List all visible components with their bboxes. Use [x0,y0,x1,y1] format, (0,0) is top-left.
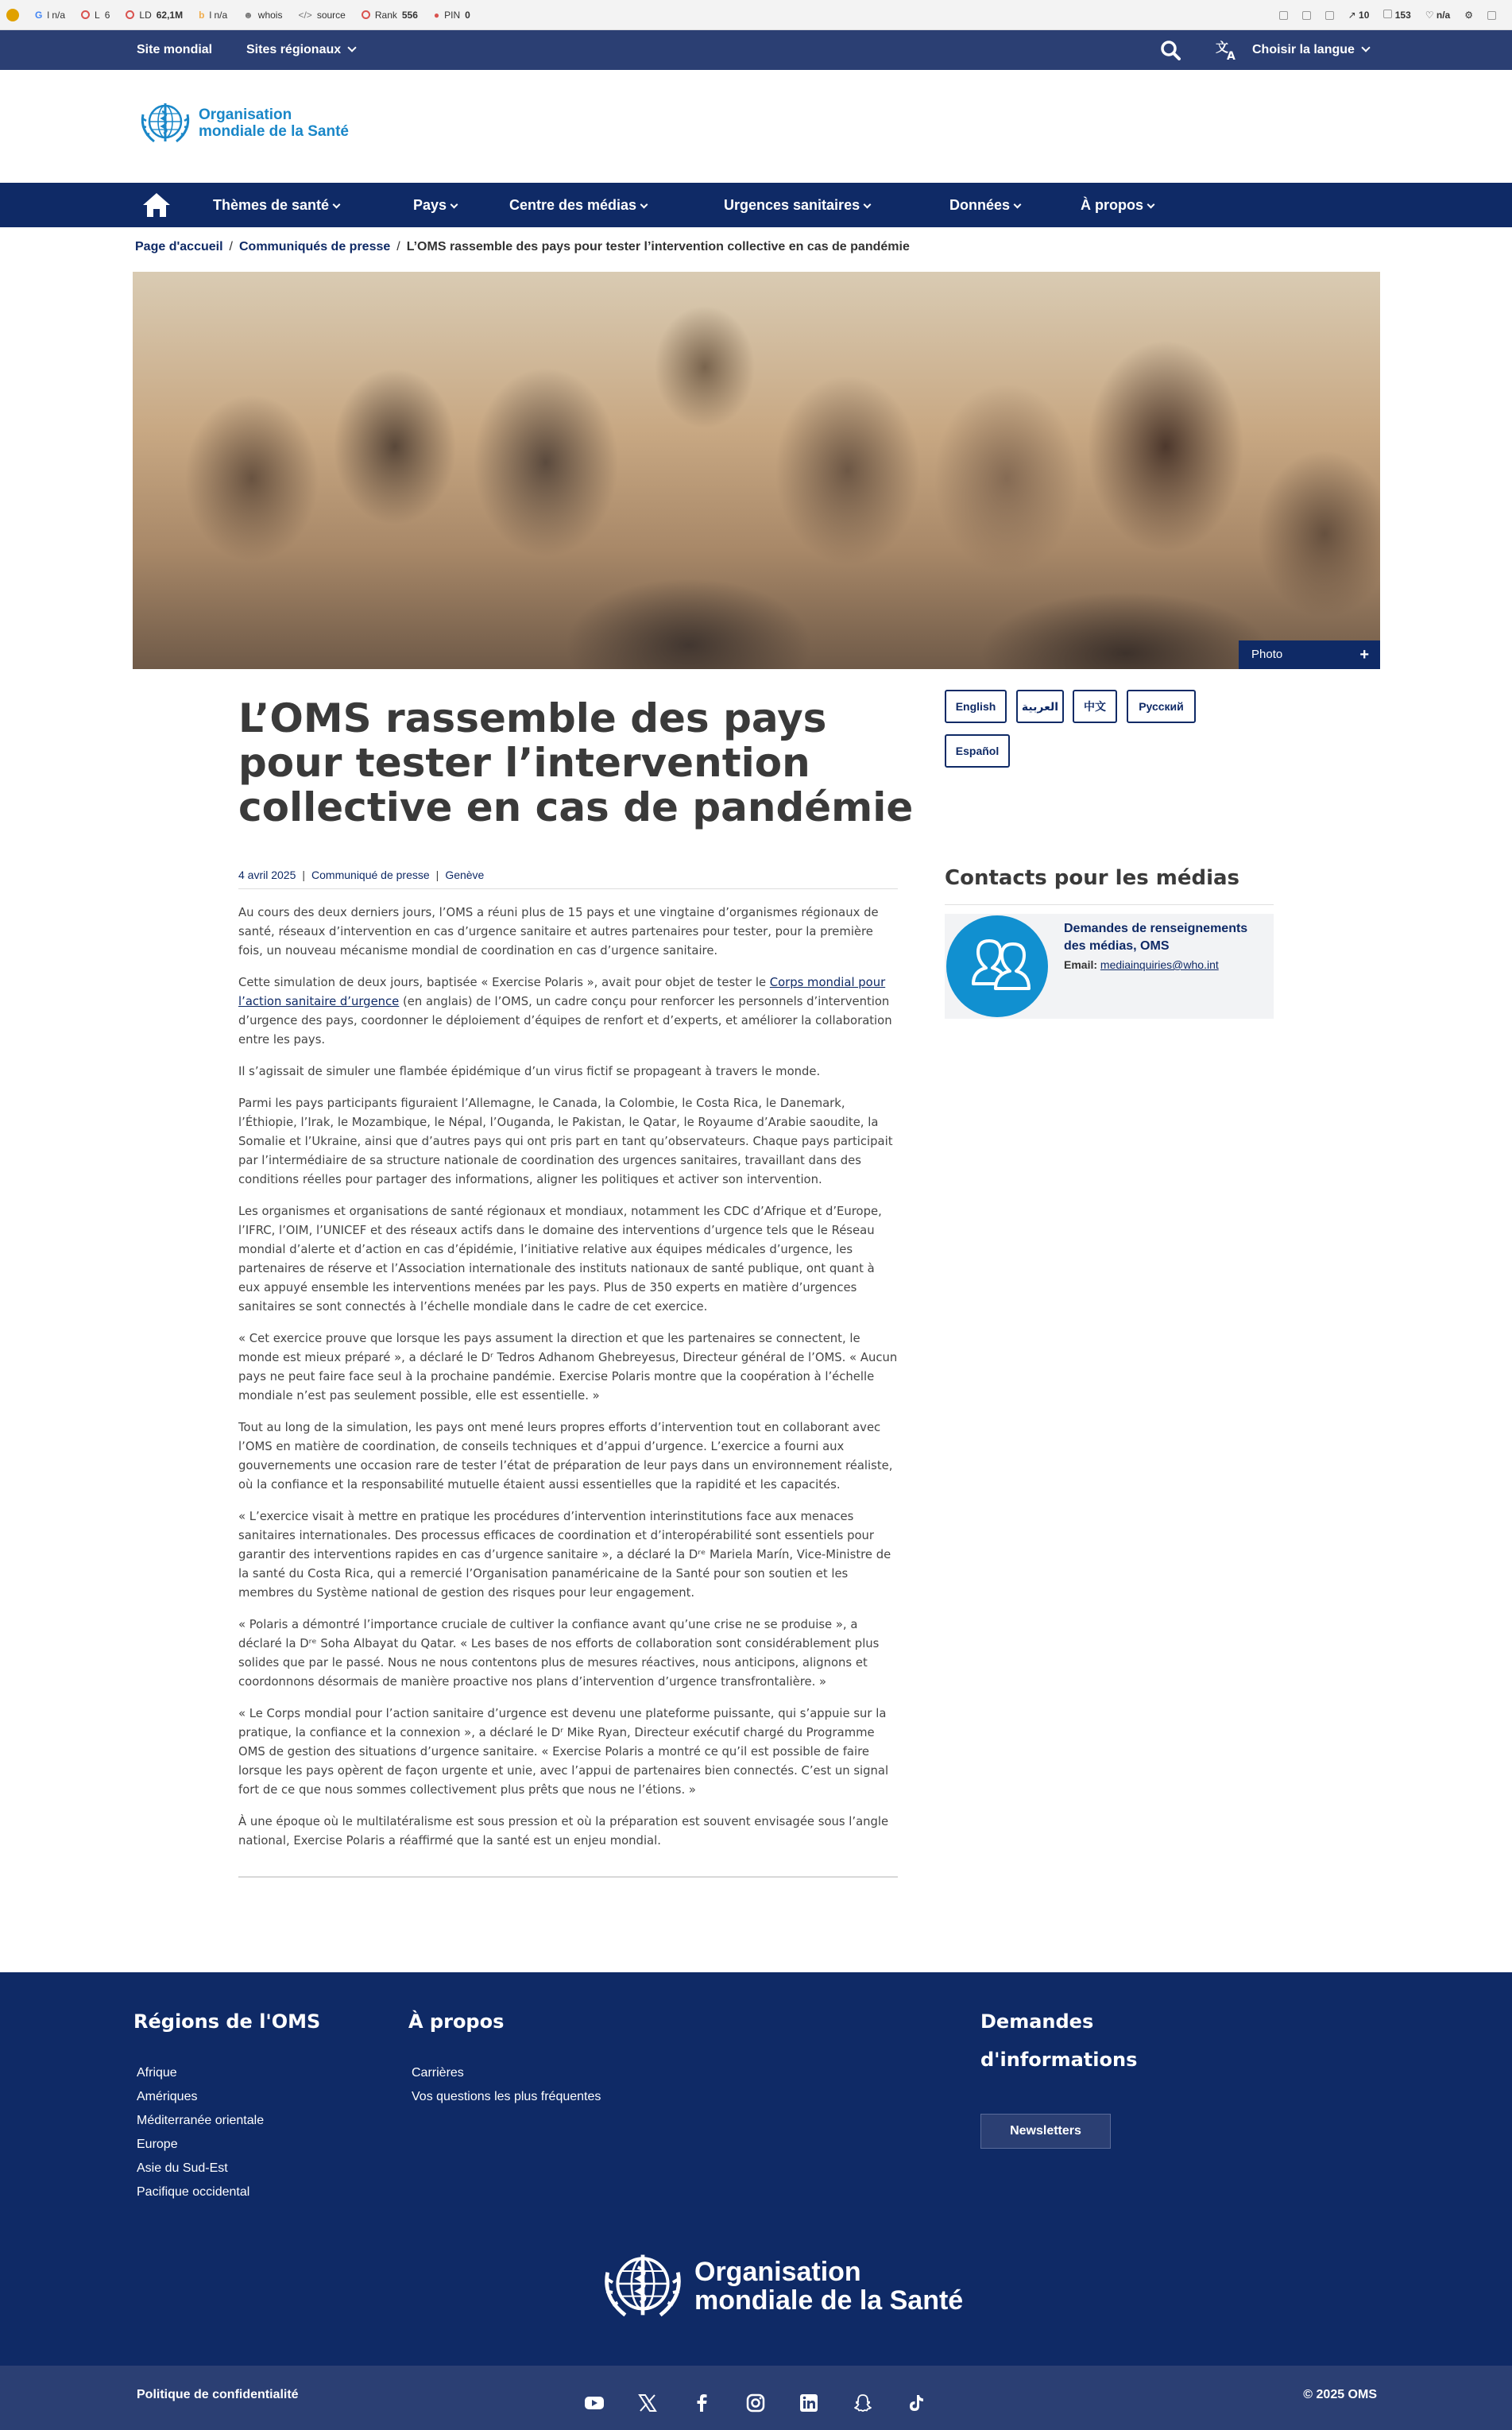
footer-link[interactable]: Amériques [137,2090,198,2103]
instagram-icon[interactable] [745,2393,766,2413]
footer-link[interactable]: Europe [137,2138,178,2151]
search-icon[interactable] [1160,40,1181,60]
likes-count[interactable] [1425,10,1450,21]
nav-item-pays[interactable] [413,183,457,227]
divider [945,904,1274,905]
nav-label: Centre des médias [509,197,637,213]
page-icon[interactable] [1302,11,1311,20]
article-paragraph: Les organismes et organisations de santé régionaux et mondiaux, notamment les CDC d’Afrique et d’Europe, l’IFRC, l’OIM, l’UNICEF et des réseaux actifs dans le domaine des interventions d’urgence tels que le Réseau mondial d’alerte et d’action en cas d’épidémie, l’initiative relative aux équipes médicales d’urgence, les partenaires de réserve et l’Association internationale des instituts nationaux de santé publique, ont quant à eux appuyé ensemble les interventions menées par les pays. Plus de 350 experts en matière d’urgences sanitaires se sont connectés à l’échelle mondiale dans le cadre de cet exercice. [238,1205,882,1314]
seo-value: 10 [1359,10,1370,21]
seo-value: 153 [1394,10,1411,21]
breadcrumb-home[interactable]: Page d'accueil [135,240,223,253]
logo-line-2: mondiale de la Santé [694,2285,964,2316]
who-emblem-icon [138,99,192,148]
seo-label: LD [139,9,152,21]
photo-label: Photo [1251,648,1283,661]
footer-link[interactable]: Vos questions les plus fréquentes [412,2090,601,2103]
footer-requests-title [980,2002,1137,2079]
home-icon[interactable] [141,192,172,219]
seo-item-pin[interactable] [434,10,470,21]
seo-label: PIN [444,9,461,21]
seo-value: 556 [401,9,418,21]
seo-item-bing[interactable] [199,10,227,21]
seo-item-ld[interactable] [126,10,183,21]
footer-link[interactable]: Asie du Sud-Est [137,2161,228,2175]
article-body [238,904,898,1863]
newsletters-button[interactable]: Newsletters [980,2114,1111,2149]
divider [238,1876,898,1878]
breadcrumb-separator: / [396,240,400,253]
footer-about-list [412,2061,601,2109]
seo-value: l n/a [209,9,228,21]
footer-regions-title: Régions de l'OMS [133,2010,321,2033]
footer-link[interactable]: Méditerranée orientale [137,2114,265,2127]
contact-email-row [1064,958,1219,971]
chevron-down-icon [1361,43,1370,52]
breadcrumb [135,240,910,254]
lang-button-chinese[interactable]: 中文 [1073,690,1117,723]
breadcrumb-separator: / [229,240,233,253]
footer-regions-list [137,2061,264,2204]
chevron-down-icon [1014,201,1022,209]
contact-name: Demandes de renseignements des médias, OMS [1064,922,1248,953]
media-contacts-title: Contacts pour les médias [945,866,1239,890]
ld-icon [126,10,134,19]
settings-icon[interactable]: ⚙ [1464,10,1473,21]
avatar [946,915,1048,1017]
who-emblem-icon [599,2247,686,2325]
article-paragraph: Parmi les pays participants figuraient l’Allemagne, le Canada, la Colombie, le Costa Rica, le Danemark, l’Éthiopie, l’Irak, le Mozambique, le Népal, l’Ouganda, le Pakistan, le Qatar, le Royaume d’Arabie saoudite, la Somalie et l’Ukraine, ainsi que d’autres pays qui ont pris part en tant qu’observateurs. Chaque pays participait par l’intermédiaire de sa structure nationale de coordination des urgences sanitaires, travaillant dans des conditions réelles pour partager des informations, aligner les politiques et activer son intervention. [238,1097,893,1186]
whois-icon: ☻ [243,9,253,21]
breadcrumb-press[interactable]: Communiqués de presse [238,240,391,253]
paragraph-text: Cette simulation de deux jours, baptisée « Exercise Polaris », avait pour objet de tester le [238,976,770,989]
tiktok-icon[interactable] [906,2393,926,2413]
source-icon: </> [298,9,312,21]
seo-value: l n/a [47,9,66,21]
seo-value: 0 [465,9,470,21]
article-type: Communiqué de presse [311,869,430,881]
seo-value: whois [257,9,283,21]
link-icon: ↗ [1348,10,1356,21]
nav-label: À propos [1081,197,1143,213]
article-paragraph [238,973,898,1050]
seo-toolbar-right [1279,0,1496,30]
links-count[interactable] [1348,10,1370,21]
requests-title-line: d'informations [980,2049,1138,2071]
seo-value: 62,1M [156,9,184,21]
article-location: Genève [445,869,485,881]
chevron-down-icon [640,201,648,209]
rank-icon [362,10,370,19]
who-logo[interactable] [138,99,349,148]
footer-logo-wordmark [694,2258,963,2315]
meta-separator: | [302,869,306,881]
nav-item-apropos[interactable] [1081,183,1154,227]
utility-bar [0,30,1512,70]
copyright: © 2025 OMS [1303,2388,1377,2401]
snapchat-icon[interactable] [853,2393,873,2413]
close-icon[interactable] [1487,11,1496,20]
svg-text:文: 文 [1216,40,1229,55]
info-icon[interactable] [1279,11,1288,20]
media-contact-card [945,914,1274,1019]
seo-value: n/a [1436,10,1451,21]
sites-regionaux-dropdown[interactable] [246,30,355,70]
people-icon [946,915,1048,1017]
logo-line-1: Organisation [199,106,292,123]
google-icon: G [35,9,43,21]
images-count[interactable] [1383,10,1410,21]
paragraph-text: (en anglais) de l’OMS, un cadre conçu pour renforcer les personnels d’intervention d’urgence des pays, coordonner le déploiement d’équipes de renfort et d’experts, et améliorer la collaboration entre les pays. [238,995,892,1047]
sites-regionaux-label: Sites régionaux [246,43,342,56]
l-icon [81,10,90,19]
choose-language-dropdown[interactable] [1252,30,1369,70]
email-label: Email: [1064,958,1098,971]
translate-icon[interactable] [1216,40,1239,60]
choose-language-label: Choisir la langue [1252,43,1355,56]
seo-item-whois[interactable] [243,10,282,21]
footer [0,1972,1512,2366]
seo-item-google[interactable] [35,10,65,21]
seo-extension-icon[interactable] [6,9,19,21]
chevron-down-icon [864,201,872,209]
article-paragraph: À une époque où le multilatéralisme est sous pression et où la préparation est souvent envisagée sous l’angle national, Exercise Polaris a réaffirmé que la santé est un enjeu mondial. [238,1815,889,1848]
bookmark-icon[interactable] [1325,11,1334,20]
article-title: L’OMS rassemble des pays pour tester l’intervention collective en cas de pandémie [238,695,914,830]
main-nav [0,183,1512,227]
article-paragraph: Il s’agissait de simuler une flambée épidémique d’un virus fictif se propageant à travers le monde. [238,1065,821,1078]
footer-link[interactable]: Afrique [137,2066,177,2080]
article-paragraph: « Le Corps mondial pour l’action sanitaire d’urgence est devenu une plateforme puissante, qui s’appuie sur la pratique, la confiance et la connexion », a déclaré le Dʳ Mike Ryan, Directeur exécutif chargé du Programme OMS de gestion des situations d’urgence sanitaire. « Exercise Polaris a montré ce qu’il est possible de faire lorsque les pays opèrent de façon urgente et unie, avec l’appui de partenaires bien connectés. C’est un signal fort de ce que nous sommes collectivement plus prêts que nous ne l’étions. » [238,1707,889,1797]
lang-button-spanish[interactable]: Español [945,734,1010,768]
divider [238,888,898,889]
linkedin-icon[interactable] [799,2393,819,2413]
nav-label: Pays [413,197,447,213]
logo-line-1: Organisation [694,2257,861,2287]
bottom-bar [0,2366,1512,2430]
seo-label: Rank [374,9,397,21]
youtube-icon[interactable] [584,2393,605,2413]
seo-item-l[interactable] [81,10,110,21]
article-paragraph: « Polaris a démontré l’importance cruciale de cultiver la confiance avant qu’une crise ne se produise », a déclaré la Dʳᵉ Soha Albayat du Qatar. « Les bases de nos efforts de collaboration sont considérablement plus solides que par le passé. Nous ne nous contentons plus de mesures réactives, nous anticipons, alignons et coordonnons désormais de manière proactive nos plans d’intervention d’urgence transfrontalière. » [238,1618,880,1689]
article-meta [238,869,484,881]
seo-toolbar [0,0,1512,30]
footer-who-logo[interactable] [599,2247,963,2325]
article-paragraph: Tout au long de la simulation, les pays ont mené leurs propres efforts d’intervention tout en collaborant avec l’OMS en matière de coordination, de conseils techniques et d’appui d’urgence. L’exercice a fourni aux gouvernements une occasion rare de tester l’état de préparation de leur pays dans un environnement réaliste, où la confiance et la responsabilité mutuelle étaient aussi essentielles que la rapidité et les capacités. [238,1421,893,1492]
nav-item-urgences[interactable] [724,183,870,227]
article-paragraph: Au cours des deux derniers jours, l’OMS a réuni plus de 15 pays et une vingtaine d’organismes régionaux de santé, réseaux d’intervention en cas d’urgence sanitaire et autres partenaires pour tester, pour la première fois, un nouveau mécanisme mondial de coordination en cas d’urgence sanitaire. [238,906,879,958]
article-paragraph: « L’exercice visait à mettre en pratique les procédures d’intervention interinstitutions face aux menaces sanitaires internationales. Des processus efficaces de coordination et d’interopérabilité sont essentiels pour garantir des interventions rapides en cas d’urgence sanitaire », a déclaré la Dʳᵉ Mariela Marín, Vice-Ministre de la santé du Costa Rica, qui a remercié l’Organisation panaméricaine de la Santé pour son soutien et les membres du Système national de gestion des risques pour leur engagement. [238,1510,891,1600]
nav-item-donnees[interactable] [949,183,1020,227]
footer-link[interactable]: Pacifique occidental [137,2185,250,2199]
requests-title-line: Demandes [980,2010,1094,2033]
photo-caption-toggle[interactable] [1239,640,1380,669]
svg-text:A: A [1227,50,1236,60]
pinterest-icon: ● [433,9,440,21]
email-link[interactable]: mediainquiries@who.int [1100,958,1219,971]
article-paragraph: « Cet exercice prouve que lorsque les pays assument la direction et que les partenaires se connectent, le monde est mieux préparé », a déclaré le Dʳ Tedros Adhanom Ghebreyesus, Directeur général de l’OMS. « Aucun pays ne peut faire face seul à la prochaine pandémie. Exercise Polaris montre que la coopération à l’échelle mondiale n’est pas seulement possible, elle est essentielle. » [238,1332,898,1403]
nav-label: Thèmes de santé [213,197,330,213]
hero-image [133,272,1380,669]
nav-item-themes[interactable] [213,183,339,227]
lang-button-arabic[interactable]: العربية [1016,690,1064,723]
logo-line-2: mondiale de la Santé [199,123,349,140]
seo-label: L [95,9,100,21]
footer-about-title: À propos [408,2010,505,2033]
privacy-link[interactable]: Politique de confidentialité [137,2388,299,2401]
logo-wordmark [199,106,349,140]
meta-separator: | [435,869,439,881]
chevron-down-icon [1147,201,1155,209]
seo-item-rank[interactable] [362,10,418,21]
nav-label: Données [949,197,1011,213]
logo-band [0,70,1512,183]
nav-item-media[interactable] [509,183,647,227]
chevron-down-icon [347,43,356,52]
nav-label: Urgences sanitaires [724,197,860,213]
chevron-down-icon [333,201,341,209]
heart-icon: ♡ [1425,10,1434,21]
image-icon [1383,10,1392,18]
seo-value: source [316,9,346,21]
article-date: 4 avril 2025 [238,869,296,881]
gheccc-link[interactable]: Corps mondial pour l’action sanitaire d’urgence [238,976,886,1008]
site-mondial-link[interactable]: Site mondial [137,43,213,56]
bing-icon: b [199,9,205,21]
seo-value: 6 [104,9,110,21]
seo-item-source[interactable] [298,10,345,21]
chevron-down-icon [451,201,458,209]
lang-button-russian[interactable]: Русский [1127,690,1196,723]
x-icon[interactable] [637,2393,658,2413]
breadcrumb-current: L’OMS rassemble des pays pour tester l’intervention collective en cas de pandémie [406,240,910,253]
plus-icon: + [1359,646,1369,664]
facebook-icon[interactable] [691,2393,712,2413]
lang-button-english[interactable]: English [945,690,1007,723]
footer-link[interactable]: Carrières [412,2066,464,2080]
